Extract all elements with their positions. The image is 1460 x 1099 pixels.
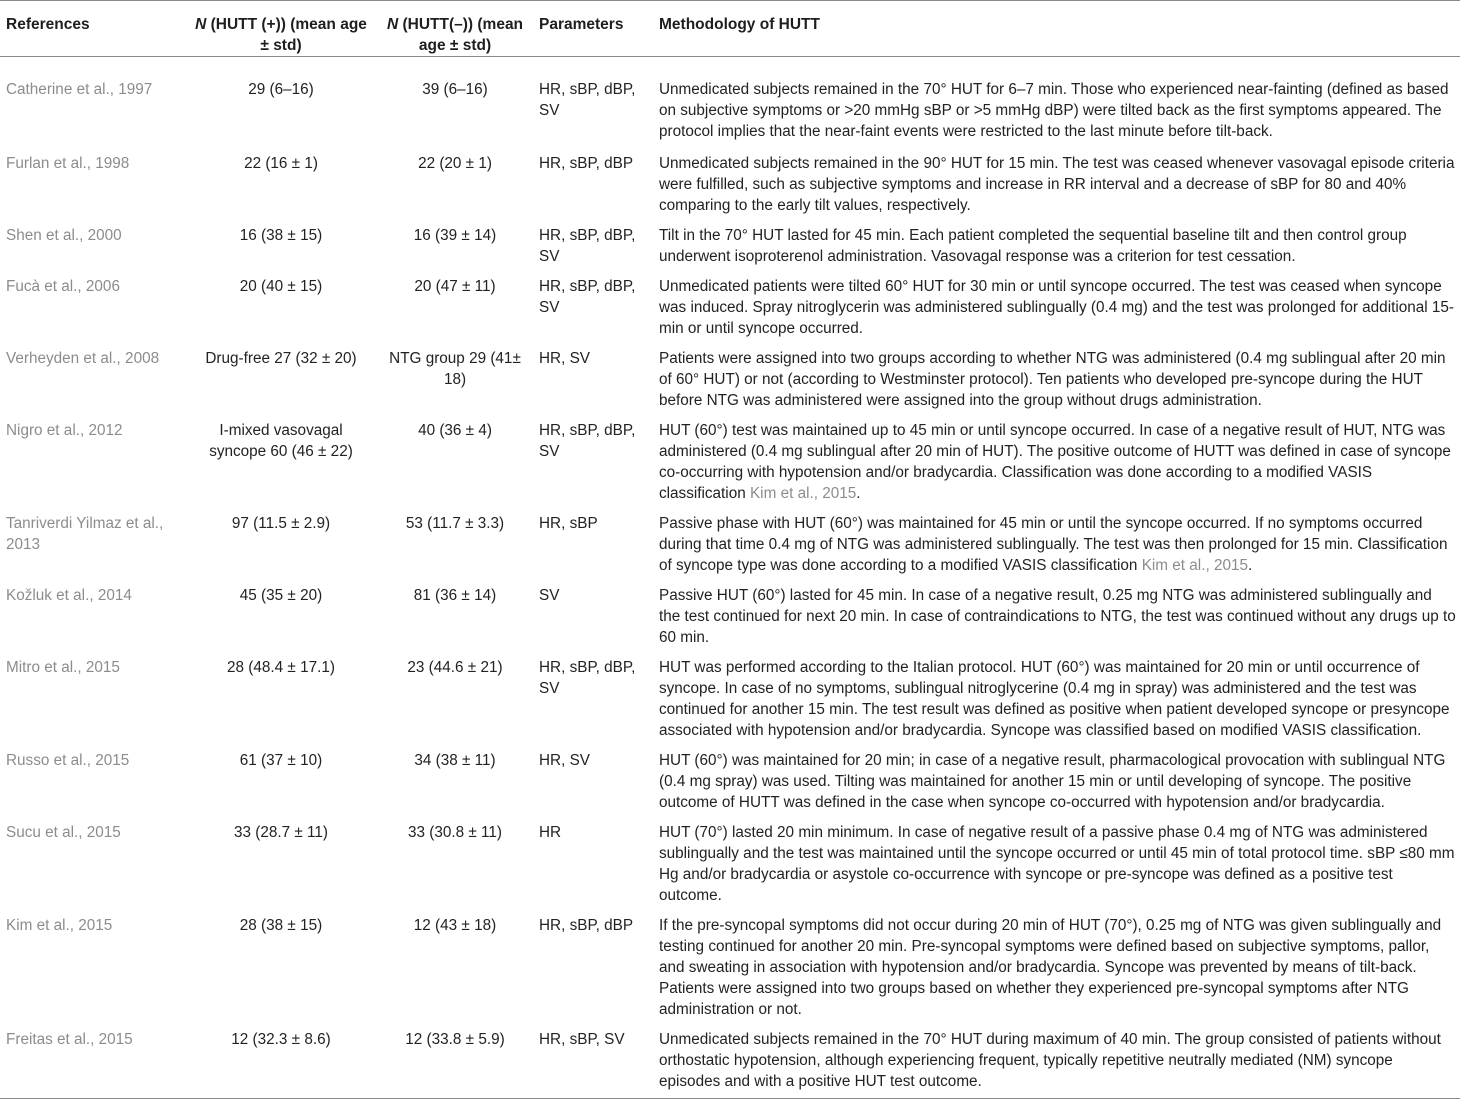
methodology-text-end: . <box>856 485 861 502</box>
cell-parameters: HR, sBP, dBP, SV <box>539 227 636 265</box>
header-hutt-negative-n: N <box>386 16 399 33</box>
methodology-text: Passive HUT (60°) lasted for 45 min. In case of a negative result, 0.25 mg NTG was administered sublingually and the test continued for next 20 min. In case of contraindications to NTG, the test was continued without any drugs up to 60 min. <box>659 587 1456 646</box>
cell-parameters: HR <box>539 824 562 841</box>
header-hutt-negative <box>377 1 533 57</box>
cell-methodology <box>653 57 1460 151</box>
cell-methodology <box>653 510 1460 582</box>
methodology-text: Unmedicated subjects remained in the 70° HUT during maximum of 40 min. The group consisted of patients without orthostatic hypotension, although experiencing frequent, typically repetitive neutrally mediated (NM) syncope episodes and with a positive HUT test outcome. <box>659 1031 1441 1090</box>
cell-hutt-positive: 45 (35 ± 20) <box>239 587 323 604</box>
cell-hutt-negative: 40 (36 ± 4) <box>418 422 492 439</box>
citation-link[interactable]: Kim et al., 2015 <box>749 485 857 502</box>
header-row <box>0 1 1460 57</box>
table-row <box>0 273 1460 345</box>
cell-hutt-negative: 53 (11.7 ± 3.3) <box>405 515 505 532</box>
header-references: References <box>0 1 185 57</box>
cell-hutt-negative: 81 (36 ± 14) <box>413 587 497 604</box>
cell-hutt-negative: 12 (33.8 ± 5.9) <box>377 1026 533 1099</box>
cell-hutt-positive: 29 (6–16) <box>248 81 314 98</box>
header-hutt-negative-rest: (HUTT(–)) (mean age ± std) <box>398 16 524 54</box>
methodology-text: Unmedicated subjects remained in the 90° HUT for 15 min. The test was ceased whenever vasovagal episode criteria were fulfilled, such as subjective symptoms and increase in RR interval and a decrease of sBP for 80 and 40% comparing to the early tilt values, respectively. <box>659 155 1455 214</box>
cell-parameters: HR, sBP, dBP, SV <box>539 81 636 119</box>
cell-reference: Russo et al., 2015 <box>6 752 130 769</box>
methodology-text: HUT was performed according to the Italian protocol. HUT (60°) was maintained for 20 min or until occurrence of syncope. In case of no symptoms, sublingual nitroglycerine (0.4 mg in spray) was administered and the test was continued for another 15 min. The test result was defined as positive when patient developed syncope or presyncope associated with hypotension and/or bradycardia. Syncope was classified based on modified VASIS classification. <box>659 659 1450 739</box>
methodology-text: Passive phase with HUT (60°) was maintained for 45 min or until the syncope occurred. If no symptoms occurred during that time 0.4 mg of NTG was administered sublingually. The test was then prolonged for 15 min. Classification of syncope type was done according to a modified VASIS classification <box>659 515 1448 574</box>
header-methodology: Methodology of HUTT <box>653 1 1460 57</box>
cell-reference: Fucà et al., 2006 <box>6 278 120 295</box>
methodology-text: If the pre-syncopal symptoms did not occur during 20 min of HUT (70°), 0.25 mg of NTG was given sublingually and testing continued for another 20 min. Pre-syncopal symptoms were defined based on subjective symptoms, pallor, and sweating in association with hypotension and/or bradycardia. Syncope was prevented by means of tilt-back. Patients were assigned into two groups based on whether they experienced pre-syncopal symptoms after NTG administration or not. <box>659 917 1442 1018</box>
cell-methodology <box>653 222 1460 273</box>
cell-reference: Kožluk et al., 2014 <box>6 587 132 604</box>
cell-reference: Catherine et al., 1997 <box>6 81 153 98</box>
cell-hutt-negative: 16 (39 ± 14) <box>413 227 497 244</box>
cell-methodology <box>653 417 1460 510</box>
cell-parameters: HR, sBP, dBP, SV <box>539 422 636 460</box>
cell-hutt-positive: 61 (37 ± 10) <box>239 752 323 769</box>
cell-methodology <box>653 912 1460 1026</box>
citation-link[interactable]: Kim et al., 2015 <box>1141 557 1248 574</box>
cell-parameters: HR, sBP, dBP, SV <box>539 659 636 697</box>
cell-hutt-negative: 34 (38 ± 11) <box>414 752 496 769</box>
table-row <box>0 417 1460 510</box>
cell-hutt-negative: 12 (43 ± 18) <box>413 917 497 934</box>
cell-hutt-negative: 39 (6–16) <box>422 81 488 98</box>
table-row <box>0 222 1460 273</box>
methodology-text: Tilt in the 70° HUT lasted for 45 min. Each patient completed the sequential baseline tilt and then control group underwent isoproterenol administration. Vasovagal response was a criterion for test cessation. <box>659 227 1407 265</box>
cell-parameters: HR, sBP, dBP <box>539 917 634 934</box>
cell-methodology <box>653 747 1460 819</box>
table-row <box>0 345 1460 417</box>
cell-parameters: HR, sBP <box>539 515 598 532</box>
cell-reference: Sucu et al., 2015 <box>6 824 121 841</box>
header-hutt-positive-n: N <box>195 16 207 33</box>
cell-hutt-negative: 22 (20 ± 1) <box>418 155 492 172</box>
table-row <box>0 912 1460 1026</box>
cell-parameters: SV <box>539 587 560 604</box>
cell-methodology <box>653 1026 1460 1099</box>
cell-reference: Mitro et al., 2015 <box>6 659 120 676</box>
cell-hutt-positive: 33 (28.7 ± 11) <box>234 824 328 841</box>
cell-hutt-negative: 20 (47 ± 11) <box>414 278 496 295</box>
cell-methodology <box>653 273 1460 345</box>
table-body <box>0 57 1460 1099</box>
methodology-text: Unmedicated subjects remained in the 70° HUT for 6–7 min. Those who experienced near-fainting (defined as based on subjective symptoms or >20 mmHg sBP or >5 mmHg dBP) were tilted back as the first symptoms appeared. The protocol implies that the near-faint events were restricted to the last minute before tilt-back. <box>659 81 1449 140</box>
cell-parameters: HR, SV <box>539 350 590 367</box>
header-hutt-positive <box>185 1 377 57</box>
methodology-text: HUT (60°) test was maintained up to 45 min or until syncope occurred. In case of a negative result of HUT, NTG was administered (0.4 mg sublingual after 20 min of HUT). The positive outcome of HUTT was defined in case of syncope co-occurring with hypotension and/or bradycardia. Classification was done according to a modified VASIS classification <box>659 422 1451 502</box>
table-row <box>0 819 1460 912</box>
table-row <box>0 150 1460 222</box>
cell-hutt-negative: 33 (30.8 ± 11) <box>408 824 502 841</box>
cell-hutt-positive: 28 (38 ± 15) <box>239 917 323 934</box>
cell-parameters: HR, sBP, SV <box>533 1026 653 1099</box>
methodology-text: Patients were assigned into two groups according to whether NTG was administered (0.4 mg sublingual after 20 min of 60° HUT) or not (according to Westminster protocol). Ten patients who developed pre-syncope during the HUT before NTG was administered were assigned into the group without drugs administration. <box>659 350 1446 409</box>
cell-reference: Tanriverdi Yilmaz et al., 2013 <box>6 515 164 553</box>
cell-reference: Freitas et al., 2015 <box>0 1026 185 1099</box>
cell-hutt-positive: 97 (11.5 ± 2.9) <box>231 515 331 532</box>
cell-reference: Kim et al., 2015 <box>6 917 113 934</box>
cell-hutt-positive: I-mixed vasovagal syncope 60 (46 ± 22) <box>209 422 353 460</box>
header-hutt-positive-rest: (HUTT (+)) (mean age ± std) <box>206 16 367 54</box>
cell-methodology <box>653 654 1460 747</box>
cell-parameters: HR, SV <box>539 752 590 769</box>
table-row <box>0 654 1460 747</box>
cell-hutt-positive: 12 (32.3 ± 8.6) <box>185 1026 377 1099</box>
cell-hutt-positive: 20 (40 ± 15) <box>239 278 323 295</box>
methodology-text: HUT (70°) lasted 20 min minimum. In case of negative result of a passive phase 0.4 mg of NTG was administered sublingually and the test was maintained until the syncope occurred or until 45 min of total protocol time. sBP ≤80 mm Hg and/or bradycardia or asystole co-occurrence with syncope or pre-syncope was defined as a positive test outcome. <box>659 824 1455 904</box>
table-row <box>0 510 1460 582</box>
table-row <box>0 582 1460 654</box>
methodology-text: HUT (60°) was maintained for 20 min; in case of a negative result, pharmacological provocation with sublingual NTG (0.4 mg spray) was used. Tilting was maintained for another 15 min or until developing of syncope. The positive outcome of HUTT was defined in the case when syncope co-occurred with hypotension and/or bradycardia. <box>659 752 1446 811</box>
cell-methodology <box>653 582 1460 654</box>
cell-parameters: HR, sBP, dBP, SV <box>539 278 636 316</box>
cell-methodology <box>653 150 1460 222</box>
methodology-text-end: . <box>1247 557 1253 574</box>
cell-hutt-positive: 28 (48.4 ± 17.1) <box>227 659 335 676</box>
cell-hutt-negative: NTG group 29 (41± 18) <box>389 350 521 388</box>
cell-reference: Verheyden et al., 2008 <box>6 350 160 367</box>
cell-reference: Furlan et al., 1998 <box>6 155 130 172</box>
cell-reference: Nigro et al., 2012 <box>6 422 123 439</box>
table-header <box>0 1 1460 57</box>
cell-methodology <box>653 819 1460 912</box>
cell-reference: Shen et al., 2000 <box>6 227 122 244</box>
header-parameters: Parameters <box>533 1 653 57</box>
cell-parameters: HR, sBP, dBP <box>539 155 634 172</box>
table-row <box>0 57 1460 151</box>
table-row <box>0 1026 1460 1099</box>
table-row <box>0 747 1460 819</box>
methodology-text: Unmedicated patients were tilted 60° HUT for 30 min or until syncope occurred. The test was ceased when syncope was induced. Spray nitroglycerin was administered sublingually (0.4 mg) and the test was prolonged for additional 15-min or until syncope occurred. <box>659 278 1455 337</box>
cell-methodology <box>653 345 1460 417</box>
cell-hutt-negative: 23 (44.6 ± 21) <box>407 659 503 676</box>
cell-hutt-positive: 22 (16 ± 1) <box>244 155 318 172</box>
cell-hutt-positive: 16 (38 ± 15) <box>239 227 323 244</box>
cell-hutt-positive: Drug-free 27 (32 ± 20) <box>205 350 357 367</box>
